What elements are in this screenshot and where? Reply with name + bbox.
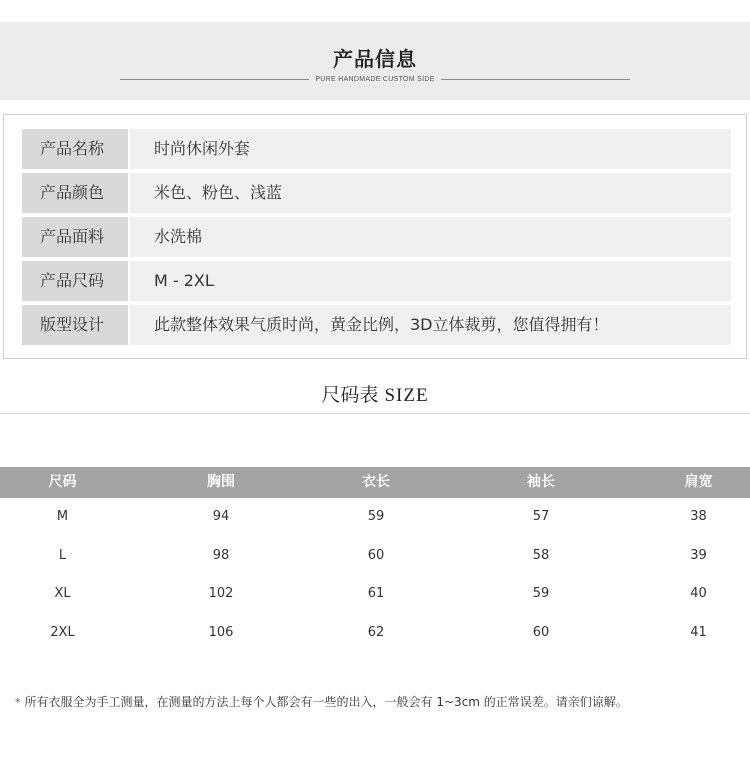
table-cell: 62 — [367, 624, 385, 640]
table-cell: 106 — [208, 624, 234, 640]
table-cell: 59 — [367, 509, 385, 524]
table-cell: 59 — [532, 586, 550, 601]
header-cell: 衣长 — [362, 474, 390, 490]
info-label: 产品尺码 — [22, 261, 128, 301]
info-value: 米色、粉色、浅蓝 — [130, 173, 731, 213]
table-cell: 60 — [367, 547, 385, 563]
table-cell: 98 — [212, 547, 230, 563]
header-subtitle: PURE HANDMADE CUSTOM SIDE — [315, 75, 435, 83]
table-cell: 57 — [532, 509, 550, 524]
table-row — [0, 575, 750, 614]
table-row — [0, 537, 750, 576]
table-cell: 40 — [690, 586, 707, 601]
table-cell: 2XL — [50, 624, 75, 640]
size-title-en: SIZE — [384, 385, 429, 406]
table-cell: 38 — [690, 509, 707, 524]
size-title-cn: 尺码表 — [321, 384, 379, 406]
size-chart-title — [0, 380, 750, 407]
table-cell: 61 — [367, 586, 385, 601]
info-row-fabric — [22, 217, 731, 257]
info-value: M - 2XL — [130, 261, 731, 301]
size-table — [0, 467, 750, 652]
info-label: 产品面料 — [22, 217, 128, 257]
page-title: 产品信息 — [333, 47, 417, 71]
info-value: 时尚休闲外套 — [130, 129, 731, 169]
info-value: 此款整体效果气质时尚，黄金比例，3D立体裁剪，您值得拥有！ — [130, 305, 731, 345]
table-cell: 94 — [212, 509, 230, 524]
table-cell: 60 — [532, 624, 550, 640]
table-cell: 58 — [532, 547, 550, 563]
table-cell: 39 — [690, 547, 707, 563]
info-row-design — [22, 305, 731, 345]
header-cell: 胸围 — [207, 474, 235, 490]
info-row-name — [22, 129, 731, 169]
header-cell: 肩宽 — [684, 474, 713, 490]
product-info-box — [3, 114, 747, 359]
table-cell: XL — [54, 586, 71, 601]
header-cell: 尺码 — [48, 474, 77, 490]
footnote-star-icon: * — [15, 696, 21, 709]
info-value: 水洗棉 — [130, 217, 731, 257]
header-subtitle-row — [120, 72, 630, 86]
table-header — [0, 467, 750, 498]
table-cell: M — [56, 509, 69, 524]
table-cell: L — [58, 547, 67, 563]
info-row-size — [22, 261, 731, 301]
header-cell: 袖长 — [527, 474, 555, 490]
header-divider-right — [441, 79, 630, 80]
section-divider — [0, 413, 750, 414]
measurement-footnote — [15, 693, 750, 710]
info-row-color — [22, 173, 731, 213]
header-band — [0, 22, 750, 100]
info-label: 版型设计 — [22, 305, 128, 345]
table-cell: 41 — [690, 624, 707, 640]
table-row — [0, 614, 750, 653]
info-label: 产品名称 — [22, 129, 128, 169]
table-row — [0, 498, 750, 537]
table-cell: 102 — [208, 586, 234, 601]
info-label: 产品颜色 — [22, 173, 128, 213]
footnote-text: 所有衣服全为手工测量，在测量的方法上每个人都会有一些的出入，一般会有 1~3cm 的正常误差。请亲们谅解。 — [24, 695, 628, 709]
header-divider-left — [120, 79, 309, 80]
